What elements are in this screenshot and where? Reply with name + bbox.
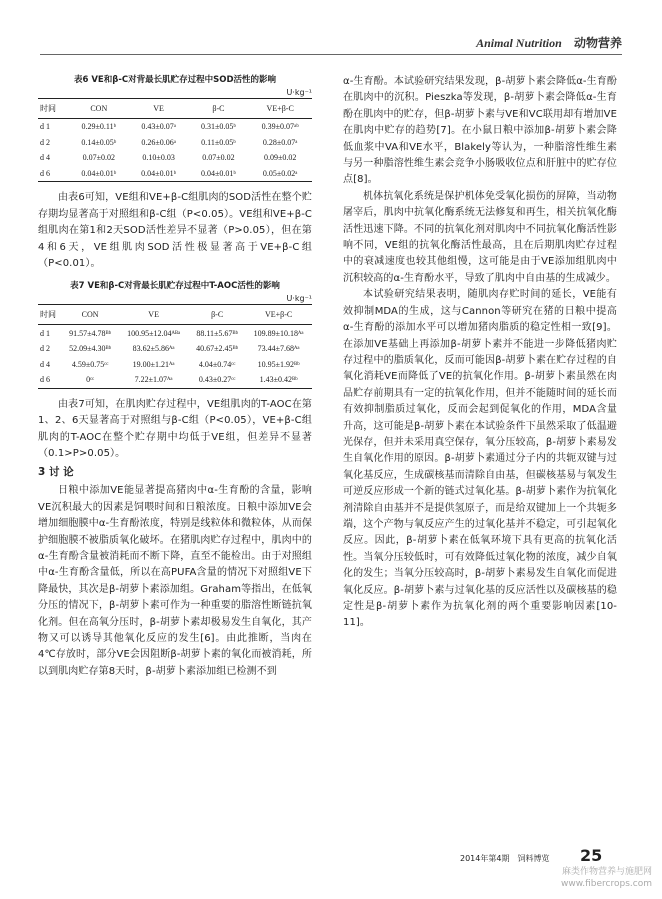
table-cell: 0.29±0.11ᵇ bbox=[81, 122, 117, 132]
table-cell: 1.43±0.42ᴮᵇ bbox=[245, 372, 312, 388]
table-row bbox=[38, 150, 312, 166]
table-cell: 0.26±0.06ᵃ bbox=[141, 137, 176, 147]
table-header: 时间 bbox=[38, 305, 62, 325]
table-cell: 0.07±0.02 bbox=[82, 153, 115, 163]
issue-label: 2014年第4期 饲料博览 bbox=[460, 854, 550, 863]
table-cell: 40.67±2.45ᴮᵇ bbox=[196, 344, 239, 354]
table-cell: 91.57±4.78ᴮᵇ bbox=[69, 328, 112, 338]
table-cell: 0.43±0.07ᵃ bbox=[141, 122, 176, 132]
section-heading-discussion: 3 讨 论 bbox=[38, 466, 74, 479]
table-cell: 0.07±0.02 bbox=[202, 153, 235, 163]
paragraph-table6-results: 由表6可知，VE组和VE+β-C组肌肉的SOD活性在整个贮存期均显著高于对照组和β-C组（P<0.05）。VE组和VE+β-C组肌肉在第1和2天SOD活性差异不显著（P>0.05），但在第4和6天，VE组肌肉SOD活性极显著高于VE+β-C组（P<0.01）。 bbox=[38, 192, 312, 269]
table-cell: d 2 bbox=[40, 137, 50, 147]
watermark bbox=[561, 866, 652, 890]
table-cell: d 4 bbox=[40, 359, 50, 369]
table-cell: 0.14±0.05ᵇ bbox=[81, 137, 117, 147]
table-header: β-C bbox=[189, 305, 245, 325]
table-cell: 88.11±5.67ᴮᵇ bbox=[196, 328, 238, 338]
table-cell: 0.05±0.02ᵃ bbox=[248, 166, 312, 182]
table-cell: 10.95±1.92ᴮᵇ bbox=[257, 359, 300, 369]
right-column bbox=[343, 74, 617, 632]
table-header: VE+β-C bbox=[245, 305, 312, 325]
table-cell: 4.59±0.75ᶜᶜ bbox=[71, 359, 109, 369]
table-cell: 0.31±0.05ᵇ bbox=[201, 122, 236, 132]
running-header bbox=[40, 30, 622, 54]
page-footer bbox=[460, 848, 630, 866]
table-row bbox=[38, 325, 312, 341]
table6-caption: 表6 VE和β-C对背最长肌贮存过程中SOD活性的影响 bbox=[73, 75, 276, 85]
table-row bbox=[38, 135, 312, 151]
page-number: 25 bbox=[580, 846, 603, 865]
table-cell: 0.39±0.07ᵃᵇ bbox=[261, 122, 299, 132]
journal-title bbox=[476, 34, 622, 51]
table-cell: 73.44±7.68ᴬᵃ bbox=[257, 344, 300, 354]
table-header: VE+β-C bbox=[248, 99, 312, 119]
paragraph-discussion-3: 本试验研究结果表明，随肌肉存贮时间的延长，VE能有效抑制MDA的生成，这与Cannon等研究在猪的日粮中提高α-生育酚的添加水平可以增加猪肉脂质的稳定性相一致[9]。在添加VE基础上再添加β-胡萝卜素并不能进一步降低猪肉贮存过程中的脂质氧化，反而可能因β-胡萝卜素在贮存过程的自氧化消耗VE而降低了VE的抗氧化作用。β-胡萝卜素虽然在肉品贮存前期具有一定的抗氧化作用，但并不能随时间的延长而有效抑制脂质过氧化，反而会起到促氧化的作用，MDA含量升高，这可能是β-胡萝卜素在本试验条件下虽然采取了低温避光保存，但并未采用真空保存，氧分压较高，β-胡萝卜素易发生自氧化作用的原因。β-胡萝卜素通过分子内的共轭双键与过氧化基反应，生成碳核基而清除自由基，但碳核基易与氧发生可逆反应形成一个新的链式过氧化基。β-胡萝卜素作为抗氧化剂清除自由基并不是提供氢原子，而是给双键加上一个共轭多端，这个产物与氧反应产生的过氧化基并不稳定，可引起氧化反应。因此，β-胡萝卜素在低氧环境下具有更高的抗氧化活性。当氧分压较低时，可有效降低过氧化物的浓度，减少自氧化的发生；当氧分压较高时，β-胡萝卜素易发生自氧化而促进氧化反应。β-胡萝卜素与过氧化基的反应活性以及碳核基的稳定性是β-胡萝卜素作为抗氧化剂的两个重要影响因素[10-11]。 bbox=[343, 289, 617, 629]
table-cell: 100.95±12.04ᴬᴮᵃ bbox=[127, 328, 181, 338]
table-cell: 0.11±0.05ᵇ bbox=[201, 137, 236, 147]
table6-unit: U·kg⁻¹ bbox=[286, 88, 312, 97]
table-cell: 109.89±10.18ᴬᵃ bbox=[253, 328, 304, 338]
watermark-name: 麻类作物营养与施肥网 bbox=[561, 867, 652, 877]
table-header: VE bbox=[129, 99, 189, 119]
journal-title-cn: 动物营养 bbox=[573, 36, 622, 50]
table-header: 时间 bbox=[38, 99, 69, 119]
watermark-url: www.fibercrops.com bbox=[561, 879, 652, 889]
table-cell: 0.04±0.01ᵇ bbox=[129, 166, 189, 182]
table-header: VE bbox=[118, 305, 189, 325]
table7 bbox=[38, 304, 312, 388]
table-cell: 0.43±0.27ᶜᶜ bbox=[189, 372, 245, 388]
table-cell: 19.00±1.21ᴬᵃ bbox=[132, 359, 175, 369]
paragraph-discussion-1: 日粮中添加VE能显著提高猪肉中α-生育酚的含量，影响VE沉积最大的因素是饲喂时间和日粮浓度。日粮中添加VE会增加细胞膜中α-生育酚浓度，特别是线粒体和微粒体，从而保护细胞膜不被脂质氧化破坏。在猪肌肉贮存过程中，肌肉中的α-生育酚含量被消耗而不断下降，直至不能检出。由于对照组中α-生育酚含量低，所以在高PUFA含量的情况下对照组VE下降最快，其次是β-胡萝卜素添加组。Graham等指出，在低氧分压的情况下，β-胡萝卜素可作为一种重要的脂溶性断链抗氧化剂。但在高氧分压时，β-胡萝卜素却极易发生自氧化，其产物又可以诱导其他氧化反应的发生[6]。由此推断，当肉在4℃存放时，部分VE会因阻断β-胡萝卜素的氧化而被消耗，所以到肌肉贮存第8天时，β-胡萝卜素添加组已检测不到 bbox=[38, 485, 312, 677]
table-row bbox=[38, 341, 312, 357]
table-row bbox=[38, 166, 312, 182]
table-header: CON bbox=[62, 305, 118, 325]
table-row bbox=[38, 119, 312, 135]
table-header: β-C bbox=[189, 99, 249, 119]
table-cell: 0.10±0.03 bbox=[142, 153, 175, 163]
table7-unit: U·kg⁻¹ bbox=[286, 294, 312, 304]
journal-title-en: Animal Nutrition bbox=[476, 36, 562, 50]
table-cell: d 6 bbox=[38, 372, 62, 388]
table-cell: d 4 bbox=[40, 153, 50, 163]
table7-caption: 表7 VE和β-C对背最长肌贮存过程中T-AOC活性的影响 bbox=[70, 281, 280, 292]
table-cell: 0.09±0.02 bbox=[263, 153, 297, 163]
table-cell: d 2 bbox=[40, 344, 50, 354]
table-cell: 83.62±5.86ᴬᵃ bbox=[132, 344, 175, 354]
table-cell: 52.09±4.30ᴮᵇ bbox=[69, 344, 112, 354]
table-header: CON bbox=[69, 99, 129, 119]
table-cell: 0ᶜᶜ bbox=[62, 372, 118, 388]
paragraph-discussion-1-cont: α-生育酚。本试验研究结果发现，β-胡萝卜素会降低α-生育酚在肌肉中的沉积。Pieszka等发现，β-胡萝卜素会降低α-生育酚在肌肉中的贮存，但β-胡萝卜素与VE和VC联用却有增加VE在肌肉中贮存的趋势[7]。在小鼠日粮中添加β-胡萝卜素会降低血浆中VA和VE水平，Blakely等认为，一种脂溶性维生素与另一种脂溶性维生素会竞争小肠吸收位点和肝脏中的贮存位点[8]。 bbox=[343, 76, 617, 186]
table-row bbox=[38, 357, 312, 373]
table-cell: 0.28±0.07ᵃ bbox=[262, 137, 298, 147]
table6 bbox=[38, 98, 312, 182]
table-cell: 7.22±1.07ᴬᵃ bbox=[118, 372, 189, 388]
paragraph-table7-results: 由表7可知，在肌肉贮存过程中，VE组肌肉的T-AOC在第1、2、6天显著高于对照组与β-C组（P<0.05），VE+β-C组肌肉的T-AOC在整个贮存期中均低于VE组，但差异不显著（0.1>P>0.05）。 bbox=[38, 398, 312, 459]
paragraph-discussion-2: 机体抗氧化系统是保护机体免受氧化损伤的屏障，当动物屠宰后，肌肉中抗氧化酶系统无法修复和再生，相关抗氧化酶活性迅速下降。不同的抗氧化剂对肌肉中不同抗氧化酶活性影响不同，VE组的抗氧化酶活性最高，且在后期肌肉贮存过程中的衰减速度也较其他组慢，这可能是由于VE添加组肌肉中沉积较高的α-生育酚水平，导致了肌肉中自由基的生成减少。 bbox=[343, 190, 617, 284]
left-column bbox=[38, 74, 312, 680]
table-cell: 4.04±0.74ᶜᶜ bbox=[198, 359, 236, 369]
table-cell: d 6 bbox=[38, 166, 69, 182]
table-cell: d 1 bbox=[40, 328, 50, 338]
table-cell: 0.04±0.01ᵇ bbox=[69, 166, 129, 182]
table-row bbox=[38, 372, 312, 388]
header-rule bbox=[40, 54, 622, 55]
table-cell: d 1 bbox=[40, 122, 50, 132]
table-cell: 0.04±0.01ᵇ bbox=[189, 166, 249, 182]
